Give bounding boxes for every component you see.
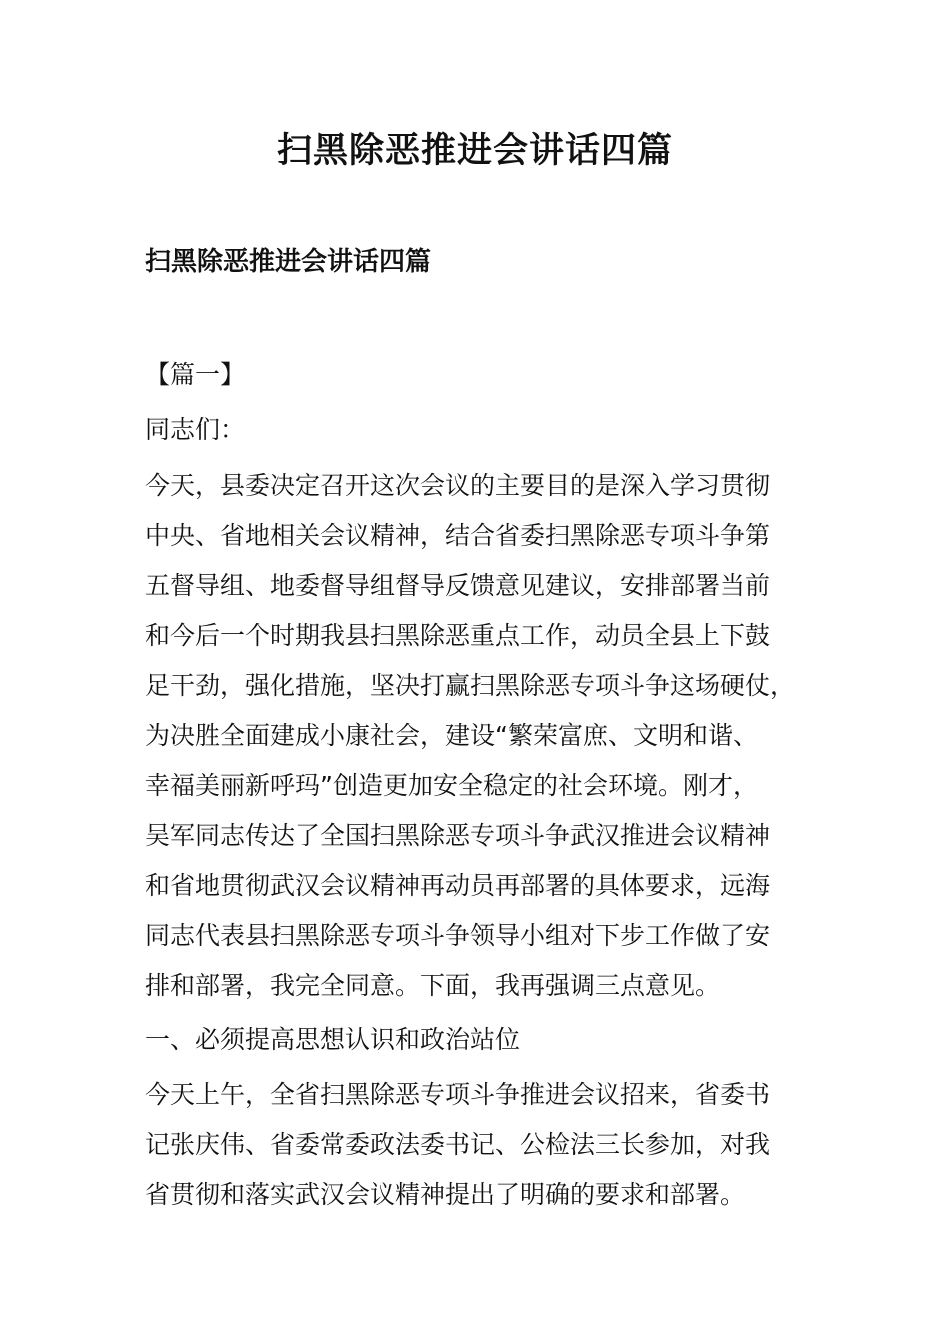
paragraph-line: 今天，县委决定召开这次会议的主要目的是深入学习贯彻 [145, 471, 771, 500]
paragraph-line: 排和部署，我完全同意。下面，我再强调三点意见。 [145, 971, 721, 1000]
heading-line: 一、必须提高思想认识和政治站位 [145, 1025, 521, 1054]
paragraph-line: 足干劲，强化措施，坚决打赢扫黑除恶专项斗争这场硬仗， [145, 671, 796, 700]
paragraph-line: 吴军同志传达了全国扫黑除恶专项斗争武汉推进会议精神 [145, 821, 771, 850]
paragraph-line: 和省地贯彻武汉会议精神再动员再部署的具体要求，远海 [145, 871, 771, 900]
paragraph-line: 今天上午，全省扫黑除恶专项斗争推进会议招来，省委书 [145, 1080, 771, 1109]
section-label: 【篇一】 [145, 360, 246, 389]
paragraph-line: 同志代表县扫黑除恶专项斗争领导小组对下步工作做了安 [145, 921, 771, 950]
paragraph-line: 为决胜全面建成小康社会，建设“繁荣富庶、文明和谐、 [145, 721, 758, 750]
document-title: 扫黑除恶推进会讲话四篇 [276, 131, 673, 171]
paragraph-1 [145, 461, 795, 1011]
paragraph-line: 中央、省地相关会议精神，结合省委扫黑除恶专项斗争第 [145, 521, 771, 550]
paragraph-line: 幸福美丽新呼玛”创造更加安全稳定的社会环境。刚才， [145, 771, 758, 800]
paragraph-2 [145, 1070, 795, 1220]
paragraph-line: 五督导组、地委督导组督导反馈意见建议，安排部署当前 [145, 571, 771, 600]
paragraph-line: 和今后一个时期我县扫黑除恶重点工作，动员全县上下鼓 [145, 621, 771, 650]
greeting-line: 同志们： [145, 415, 246, 444]
paragraph-line: 省贯彻和落实武汉会议精神提出了明确的要求和部署。 [145, 1180, 746, 1209]
section-heading-1 [145, 1015, 795, 1065]
paragraph-line: 记张庆伟、省委常委政法委书记、公检法三长参加，对我 [145, 1130, 771, 1159]
document-subtitle: 扫黑除恶推进会讲话四篇 [145, 247, 432, 277]
greeting [145, 405, 795, 455]
